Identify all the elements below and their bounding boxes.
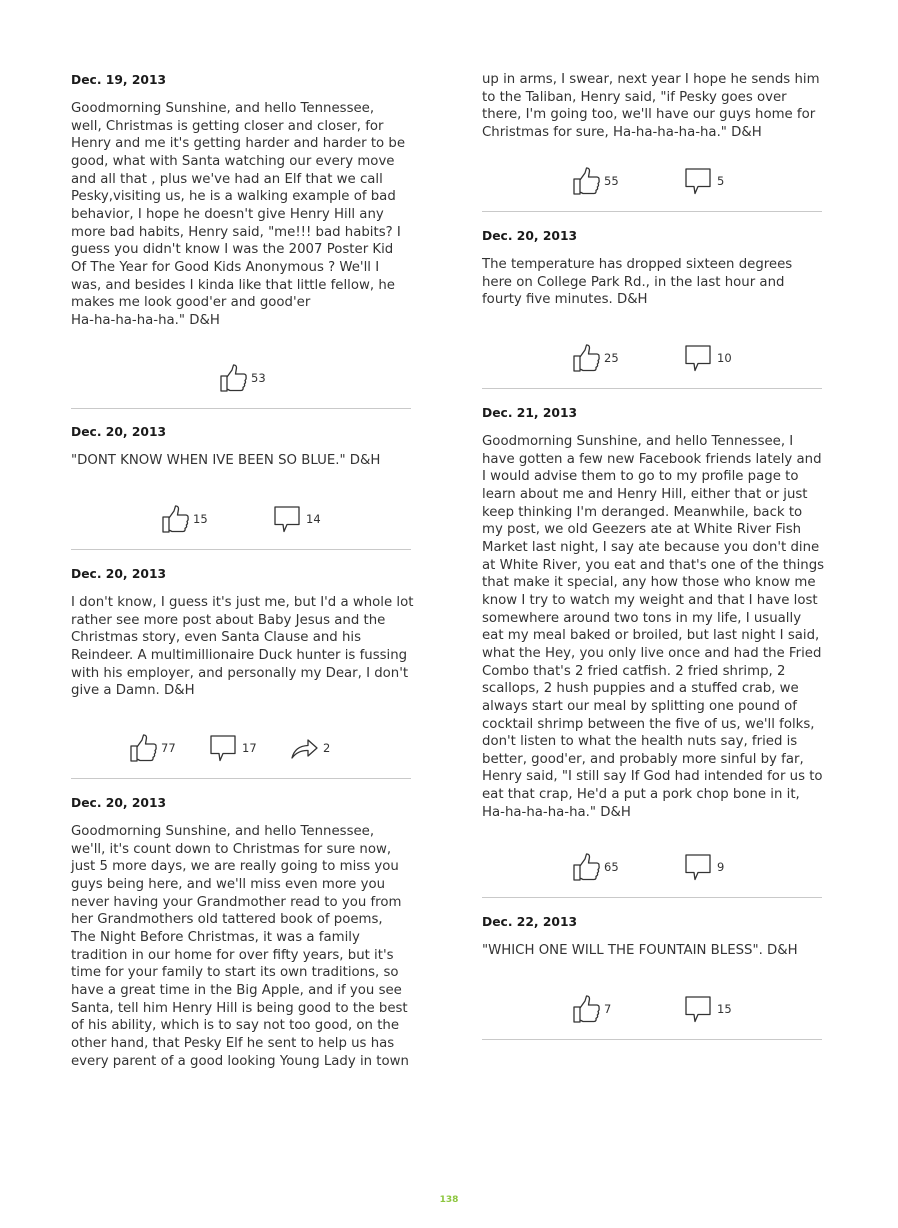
text-line: always start our meal by splitting one pound of [482,698,797,714]
reaction-row [482,995,822,1023]
share-icon [290,734,320,762]
text-line: other hand, that Pesky Elf he sent to help us has [71,1035,395,1051]
text-line: that make it special, any how those who know me [482,575,816,591]
like-count: 65 [604,860,619,874]
text-line: behavior, I hope he doesn't give Henry Hill any [71,206,384,222]
text-line: somewhere around two tons in my life, I usually [482,610,802,626]
reaction-row [482,853,822,881]
post-text [71,823,411,1070]
text-line: The temperature has dropped sixteen degrees [482,257,793,272]
text-line: my post, we old Geezers ate at White River Fish [482,522,802,538]
post-divider [71,408,411,409]
comment-icon [209,734,239,762]
reaction-row [482,167,822,195]
text-line: Christmas for sure, Ha-ha-ha-ha-ha." D&H [482,124,762,140]
like-count: 25 [604,351,619,365]
text-line: The Night Before Christmas, it was a family [71,929,360,945]
post-date: Dec. 20, 2013 [71,567,167,581]
text-line: guys being here, and we'll miss even more you [71,876,386,892]
text-line: to the Taliban, Henry said, "if Pesky goes over [482,89,787,105]
text-line: here on College Park Rd., in the last hour and [482,274,785,290]
text-line: never having your Grandmother read to you from [71,894,402,910]
post-text [71,594,414,700]
comment-count: 17 [242,741,257,755]
reaction-row [71,734,411,762]
text-line: Santa, tell him Henry Hill is being good to the best [71,1000,408,1016]
text-line: what the Hey, you only live once and had the Fried [482,645,822,661]
text-line: just 5 more days, we are really going to miss you [71,859,399,875]
like-count: 7 [604,1002,612,1016]
text-line: of his ability, which is to say not too good, on the [71,1018,400,1034]
text-line: have gotten a few new Facebook friends lately and [482,451,822,467]
post-divider [71,778,411,779]
text-line: Goodmorning Sunshine, and hello Tennessee, [71,824,375,839]
text-line: I don't know, I guess it's just me, but I'd a whole lot [71,595,414,610]
comment-count: 10 [717,351,732,365]
comment-count: 9 [717,860,725,874]
thumbs-up-icon [571,995,601,1023]
text-line: eat my meal baked or broiled, but last night I said, [482,628,820,644]
post-text [482,433,825,821]
comment-icon [684,167,714,195]
text-line: Pesky,visiting us, he is a walking example of bad [71,189,396,205]
reaction-row [71,364,411,392]
post-divider [482,897,822,898]
thumbs-up-icon [571,344,601,372]
text-line: Market last night, I say ate because you don't dine [482,539,820,555]
text-line: Ha-ha-ha-ha-ha." D&H [482,804,631,820]
text-line: I would advise them to go to my profile page to [482,469,799,485]
thumbs-up-icon [571,167,601,195]
text-line: Ha-ha-ha-ha-ha." D&H [71,312,220,328]
like-count: 15 [193,512,208,526]
text-line: time for your family to start its own traditions, so [71,965,399,981]
like-count: 77 [161,741,176,755]
text-line: better, good'er, and probably more sinful by far, [482,751,804,767]
post-text [71,100,411,330]
comment-count: 5 [717,174,725,188]
comment-icon [684,344,714,372]
like-count: 53 [251,371,266,385]
post-divider [482,211,822,212]
post-date: Dec. 20, 2013 [482,229,578,243]
text-line: scallops, 2 hush puppies and a stuffed crab, we [482,681,799,697]
post-date: Dec. 20, 2013 [71,425,167,439]
post-date: Dec. 22, 2013 [482,915,578,929]
thumbs-up-icon [128,734,158,762]
text-line: her Grandmothers old tattered book of poems, [71,912,383,928]
text-line: cocktail shrimp between the five of us, we'll folks, [482,716,815,732]
post-divider [71,549,411,550]
text-line: know I try to watch my weight and that I have lost [482,592,818,608]
post-text [482,942,822,960]
text-line: with his employer, and personally my Dear, I don't [71,665,409,681]
text-line: Goodmorning Sunshine, and hello Tennessee, I [482,434,794,449]
post-date: Dec. 21, 2013 [482,406,578,420]
text-line: don't listen to what the health nuts say, fried is [482,734,798,750]
text-line: Reindeer. A multimillionaire Duck hunter is fussing [71,647,408,663]
reaction-row [71,505,411,533]
text-line: Goodmorning Sunshine, and hello Tennessee, [71,101,375,116]
page-number: 138 [439,1195,459,1205]
text-line: Henry and me it's getting harder and harder to be [71,136,406,152]
text-line: Christmas story, even Santa Clause and his [71,630,362,646]
text-line: rather see more post about Baby Jesus and the [71,612,386,628]
text-line: well, Christmas is getting closer and closer, for [71,118,384,134]
comment-icon [684,853,714,881]
post-text [71,452,411,470]
text-line: and all that , plus we've had an Elf that we call [71,171,383,187]
comment-icon [684,995,714,1023]
thumbs-up-icon [160,505,190,533]
reaction-row [482,344,822,372]
text-line: at White River, you eat and that's one of the things [482,557,825,573]
post-divider [482,1039,822,1040]
share-count: 2 [323,741,331,755]
text-line: fourty five minutes. D&H [482,292,648,308]
text-line: guess you didn't know I was the 2007 Poster Kid [71,242,394,258]
post-text [482,71,822,142]
text-line: there, I'm going too, we'll have our guys home for [482,107,816,123]
comment-count: 14 [306,512,321,526]
text-line: makes me look good'er and good'er [71,295,311,311]
text-line: up in arms, I swear, next year I hope he sends him [482,72,820,87]
text-line: Combo that's 2 fried catfish. 2 fried shrimp, 2 [482,663,786,679]
text-line: eat that crap, He'd a put a pork chop bone in it, [482,787,800,803]
text-line: Of The Year for Good Kids Anonymous ? We'll I [71,259,380,275]
like-count: 55 [604,174,619,188]
thumbs-up-icon [218,364,248,392]
post-date: Dec. 20, 2013 [71,796,167,810]
text-line: tradition in our home for over fifty years, but it's [71,947,394,963]
comment-icon [273,505,303,533]
text-line: learn about me and Henry Hill, either that or just [482,486,808,502]
text-line: was, and besides I kinda like that little fellow, he [71,277,395,293]
text-line: keep thinking I'm deranged. Meanwhile, back to [482,504,803,520]
post-divider [482,388,822,389]
text-line: have a great time in the Big Apple, and if you see [71,982,402,998]
text-line: "DONT KNOW WHEN IVE BEEN SO BLUE." D&H [71,453,381,468]
text-line: "WHICH ONE WILL THE FOUNTAIN BLESS". D&H [482,943,798,958]
text-line: more bad habits, Henry said, "me!!! bad habits? I [71,224,401,240]
text-line: good, what with Santa watching our every move [71,153,395,169]
text-line: every parent of a good looking Young Lady in town [71,1053,409,1069]
text-line: we'll, it's count down to Christmas for sure now, [71,841,392,857]
comment-count: 15 [717,1002,732,1016]
text-line: give a Damn. D&H [71,683,195,699]
thumbs-up-icon [571,853,601,881]
text-line: Henry said, "I still say If God had intended for us to [482,769,823,785]
post-date: Dec. 19, 2013 [71,73,167,87]
post-text [482,256,822,309]
